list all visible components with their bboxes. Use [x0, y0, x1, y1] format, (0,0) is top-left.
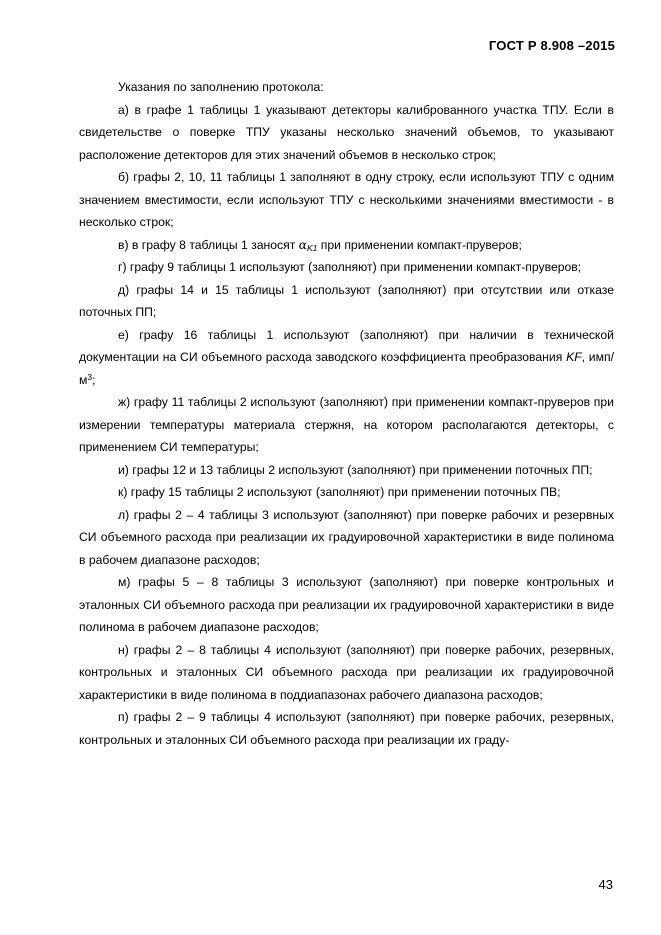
- item-a: а) в графе 1 таблицы 1 указывают детекторы калиброванного участка ТПУ. Если в свидетельстве о поверке ТПУ указаны несколько значений объемов, то указывают расположение детекторов для этих значений объемов в несколько строк;: [79, 102, 614, 162]
- instructions-intro: Указания по заполнению протокола:: [118, 80, 324, 94]
- item-i: и) графы 12 и 13 таблицы 2 используют (заполняют) при применении поточных ПП;: [118, 462, 593, 477]
- item-e: [79, 324, 614, 392]
- alpha-symbol: α: [298, 237, 307, 252]
- item-v-tail: при применении компакт-пруверов;: [317, 237, 522, 252]
- item-p: п) графы 2 – 9 таблицы 4 используют (заполняют) при поверке рабочих, резервных, контрольных и эталонных СИ объемного расхода при реализации их граду-: [79, 710, 614, 747]
- item-l: л) графы 2 – 4 таблицы 3 используют (заполняют) при поверке рабочих и резервных СИ объемного расхода при реализации их градуировочной характеристики в виде полинома в рабочем диапазоне расходов;: [79, 507, 614, 567]
- item-m: м) графы 5 – 8 таблицы 3 используют (заполняют) при поверке контрольных и эталонных СИ объемного расхода при реализации их градуировочной характеристики в виде полинома в рабочем диапазоне расходов;: [79, 575, 614, 634]
- page-number: 43: [598, 877, 613, 892]
- item-n: н) графы 2 – 8 таблицы 4 используют (заполняют) при поверке рабочих, резервных, контрольных и эталонных СИ объемного расхода при реализации их градуировочной характеристики в виде полинома в поддиапазонах рабочего диапазона расходов;: [79, 642, 614, 702]
- kf-unit: , имп/м: [79, 350, 614, 387]
- item-g: г) графу 9 таблицы 1 используют (заполняют) при применении компакт-пруверов;: [118, 260, 582, 274]
- item-v: [79, 234, 614, 257]
- document-header: ГОСТ Р 8.908 –2015: [488, 38, 615, 53]
- item-d: д) графы 14 и 15 таблицы 1 используют (заполняют) при отсутствии или отказе поточных ПП;: [79, 282, 614, 319]
- item-e-end: ;: [92, 372, 96, 387]
- item-e-text: е) графу 16 таблицы 1 используют (заполняют) при наличии в технической документации на СИ объемного расхода заводского коэффициента преобразования: [79, 327, 614, 364]
- unit-exponent: 3: [87, 371, 93, 382]
- item-k: к) графу 15 таблицы 2 используют (заполняют) при применении поточных ПВ;: [118, 485, 561, 499]
- alpha-subscript: K1: [306, 242, 318, 253]
- kf-symbol: KF: [566, 350, 582, 364]
- item-v-text: в) в графу 8 таблицы 1 заносят: [118, 237, 299, 252]
- item-b: б) графы 2, 10, 11 таблицы 1 заполняют в одну строку, если используют ТПУ с одним значением вместимости, если используют ТПУ с несколькими значениями вместимости - в несколько строк;: [79, 170, 614, 229]
- instructions-body: [79, 76, 614, 751]
- item-zh: ж) графу 11 таблицы 2 используют (заполняют) при применении компакт-пруверов при измерении температуры материала стержня, на котором располагаются детекторы, с применением СИ температуры;: [79, 395, 614, 454]
